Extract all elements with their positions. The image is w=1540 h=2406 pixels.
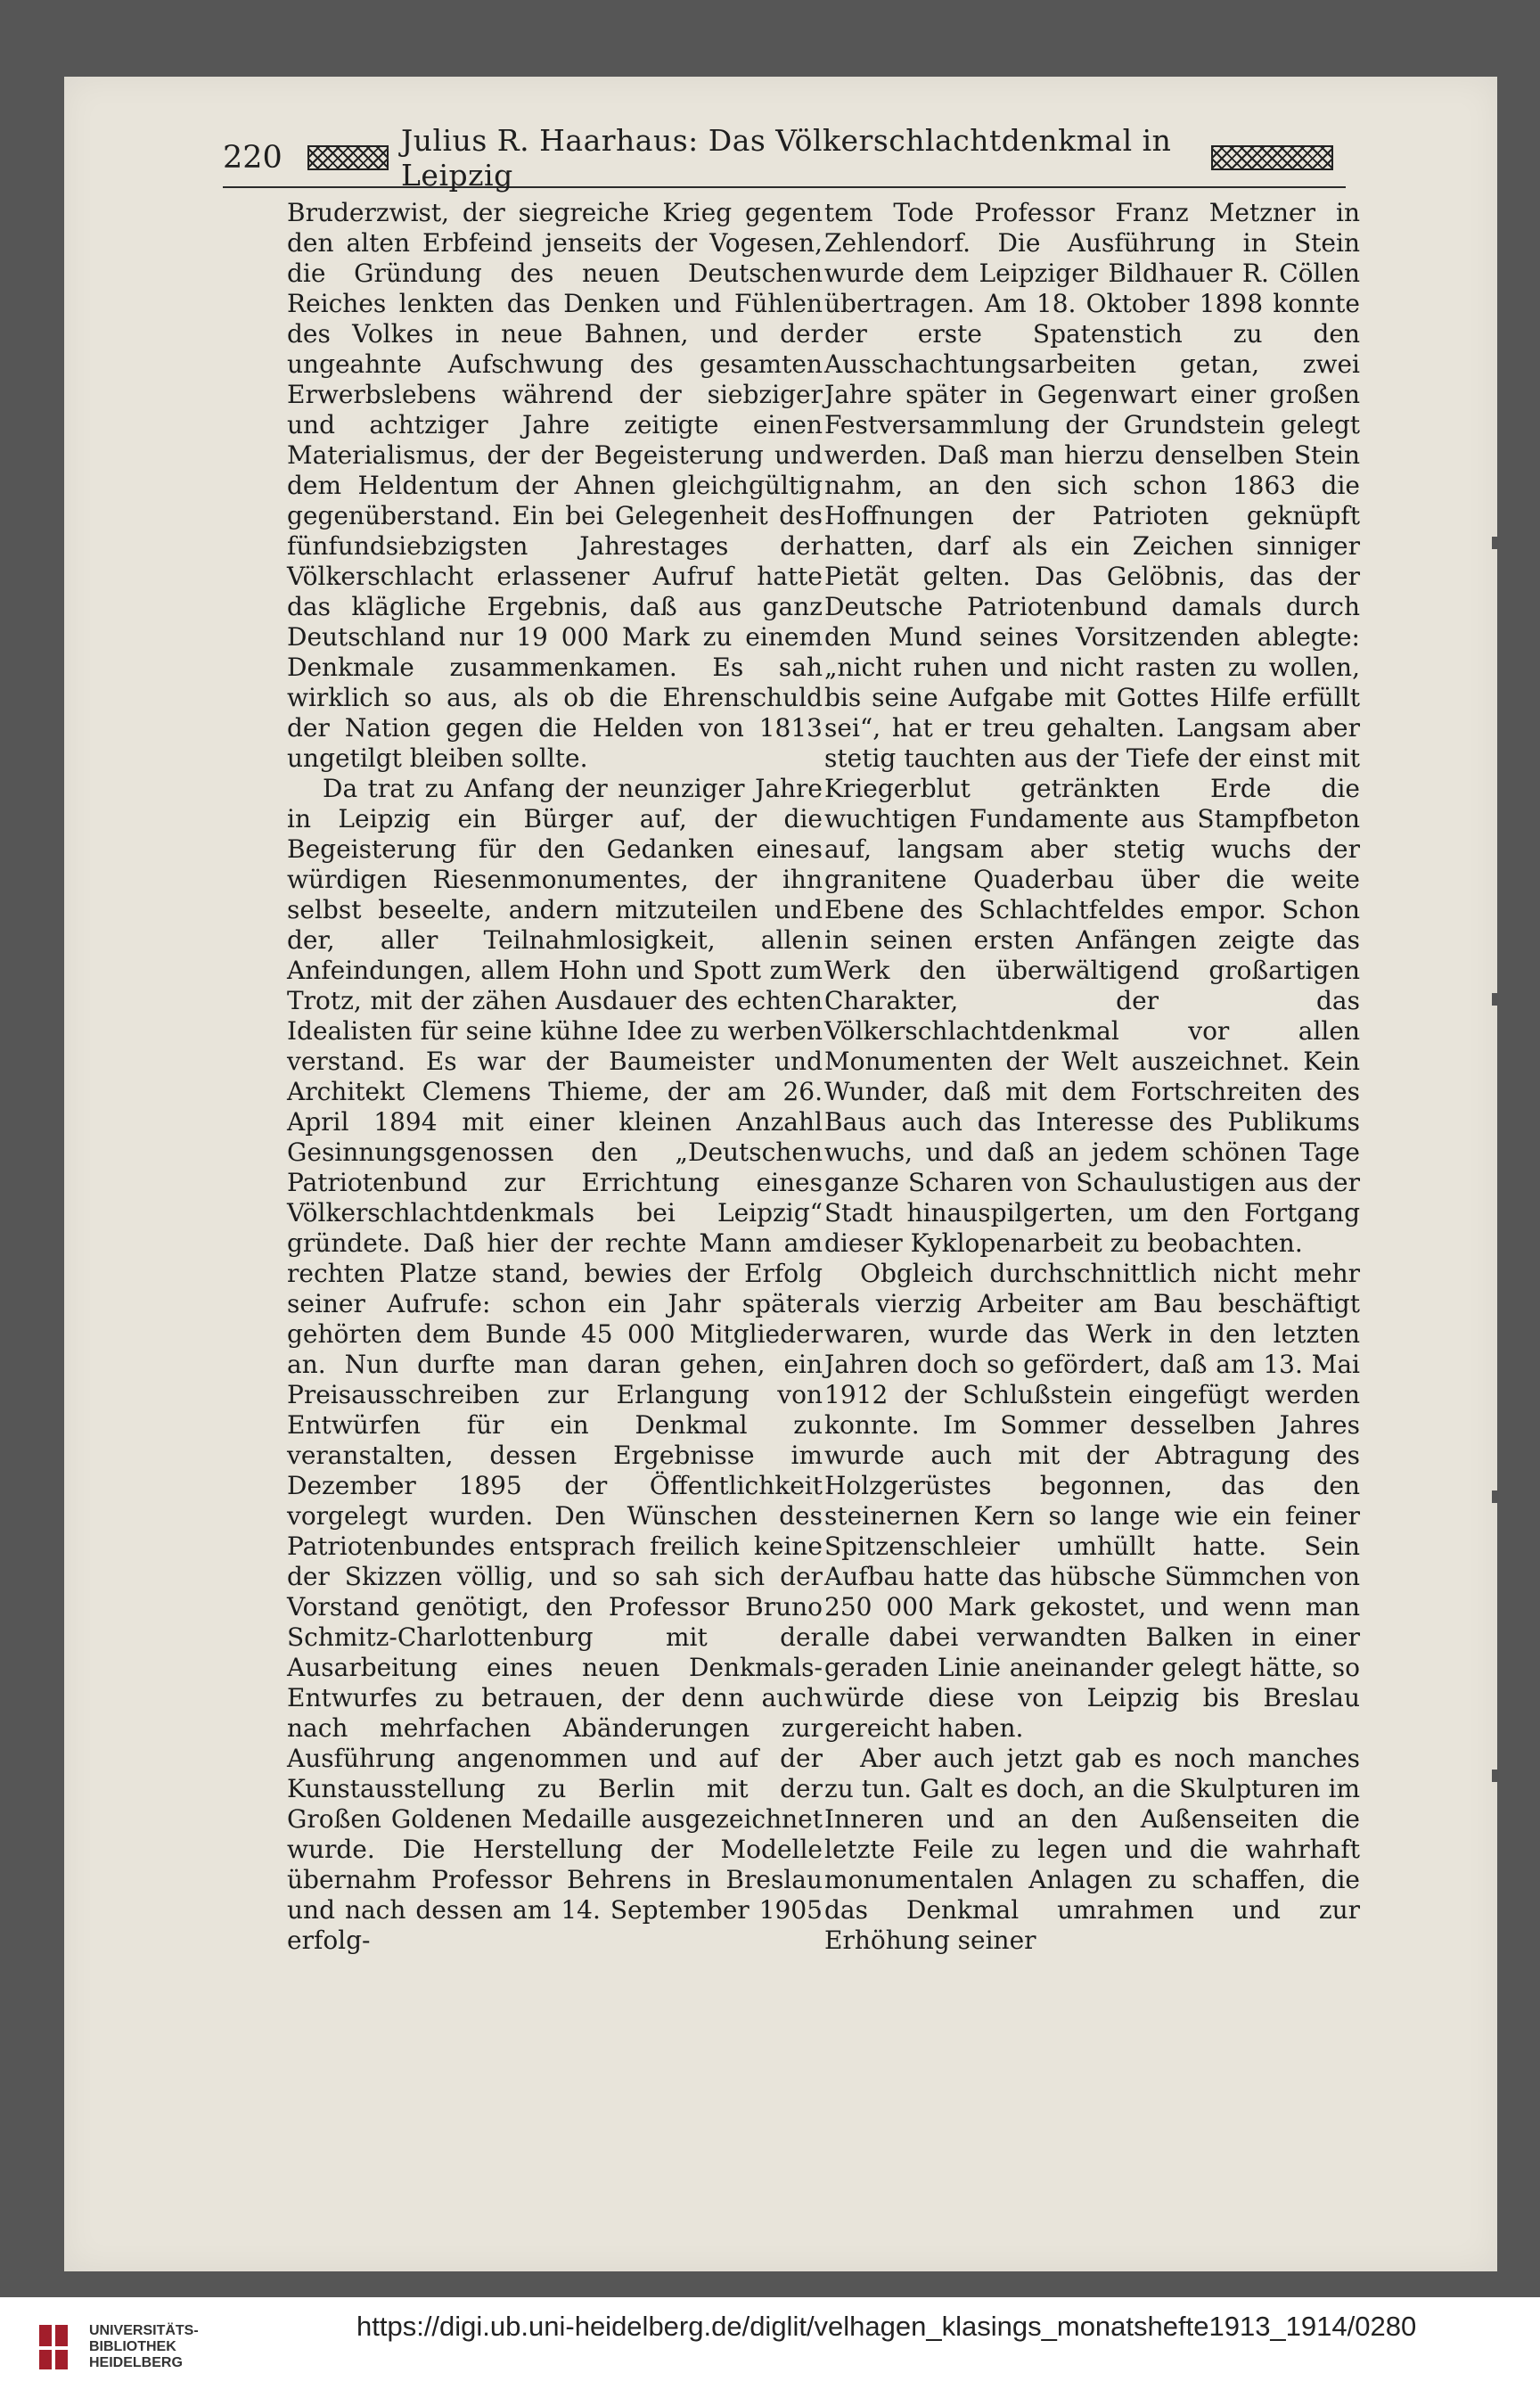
margin-mark <box>1492 537 1499 549</box>
margin-mark <box>1492 993 1499 1006</box>
margin-mark <box>1492 1770 1499 1782</box>
paragraph: tem Tode Professor Franz Metzner in Zehlendorf. Die Ausführung in Stein wurde dem Leipziger Bildhauer R. Cöllen übertragen. Am 18. Oktober 1898 konnte der erste Spatenstich zu den Ausschachtungsarbeiten getan, zwei Jahre später in Gegenwart einer großen Festversammlung der Grundstein gelegt werden. Daß man hierzu denselben Stein nahm, an den sich schon 1863 die Hoffnungen der Patrioten geknüpft hatten, darf als ein Zeichen sinniger Pietät gelten. Das Gelöbnis, das der Deutsche Patriotenbund damals durch den Mund seines Vorsitzenden ablegte: „nicht ruhen und nicht rasten zu wollen, bis seine Aufgabe mit Gottes Hilfe erfüllt sei“, hat er treu gehalten. Langsam aber stetig tauchten aus der Tiefe der einst mit Kriegerblut getränkten Erde die wuchtigen Fundamente aus Stampfbeton auf, langsam aber stetig wuchs der granitene Quaderbau über die weite Ebene des Schlachtfeldes empor. Schon in seinen ersten Anfängen zeigte das Werk den überwältigend großartigen Charakter, der das Völkerschlachtdenkmal vor allen Monumenten der Welt auszeichnet. Kein Wunder, daß mit dem Fortschreiten des Baus auch das Interesse des Publikums wuchs, und daß an jedem schönen Tage ganze Scharen von Schaulustigen aus der Stadt hinauspilgerten, um den Fortgang dieser Kyklopenarbeit zu beobachten. <box>824 198 1360 1258</box>
paragraph: Bruderzwist, der siegreiche Krieg gegen den alten Erbfeind jenseits der Vogesen, die Gründung des neuen Deutschen Reiches lenkten das Denken und Fühlen des Volkes in neue Bahnen, und der ungeahnte Aufschwung des gesamten Erwerbslebens während der siebziger und achtziger Jahre zeitigte einen Materialismus, der der Begeisterung und dem Heldentum der Ahnen gleichgültig gegenüberstand. Ein bei Gelegenheit des fünfundsiebzigsten Jahrestages der Völkerschlacht erlassener Aufruf hatte das klägliche Ergebnis, daß aus ganz Deutschland nur 19 000 Mark zu einem Denkmale zusammenkamen. Es sah wirklich so aus, als ob die Ehrenschuld der Nation gegen die Helden von 1813 ungetilgt bleiben sollte. <box>287 198 823 773</box>
paragraph: Aber auch jetzt gab es noch manches zu tun. Galt es doch, an die Skulpturen im Inneren und an den Außenseiten die letzte Feile zu legen und die wahrhaft monumentalen Anlagen zu schaffen, die das Denkmal umrahmen und zur Erhöhung seiner <box>824 1744 1360 1955</box>
library-logo-icon <box>34 2320 73 2375</box>
paragraph: Da trat zu Anfang der neunziger Jahre in Leipzig ein Bürger auf, der die Begeisterung für den Gedanken eines würdigen Riesenmonumentes, der ihn selbst beseelte, andern mitzuteilen und der, aller Teilnahmlosigkeit, allen Anfeindungen, allem Hohn und Spott zum Trotz, mit der zähen Ausdauer des echten Idealisten für seine kühne Idee zu werben verstand. Es war der Baumeister und Architekt Clemens Thieme, der am 26. April 1894 mit einer kleinen Anzahl Gesinnungsgenossen den „Deutschen Patriotenbund zur Errichtung eines Völkerschlachtdenkmals bei Leipzig“ gründete. Daß hier der rechte Mann am rechten Platze stand, bewies der Erfolg seiner Aufrufe: schon ein Jahr später gehörten dem Bunde 45 000 Mitglieder an. Nun durfte man daran gehen, ein Preisausschreiben zur Erlangung von Entwürfen für ein Denkmal zu veranstalten, dessen Ergebnisse im Dezember 1895 der Öffentlichkeit vorgelegt wurden. Den Wünschen des Patriotenbundes entsprach freilich keine der Skizzen völlig, und so sah sich der Vorstand genötigt, den Professor Bruno Schmitz-Charlottenburg mit der Ausarbeitung eines neuen Denkmals-Entwurfes zu betrauen, der denn auch nach mehrfachen Abänderungen zur Ausführung angenommen und auf der Kunstausstellung zu Berlin mit der Großen Goldenen Medaille ausgezeichnet wurde. Die Herstellung der Modelle übernahm Professor Behrens in Breslau und nach dessen am 14. September 1905 erfolg- <box>287 774 823 1955</box>
running-title: Julius R. Haarhaus: Das Völkerschlachtdenkmal in Leipzig <box>401 123 1172 193</box>
library-name-line: BIBLIOTHEK <box>89 2339 176 2354</box>
page-number: 220 <box>223 140 283 176</box>
running-header <box>223 123 1346 193</box>
header-ornament-left <box>307 145 389 170</box>
margin-mark <box>1492 1490 1499 1503</box>
library-name-line: HEIDELBERG <box>89 2355 183 2370</box>
left-column <box>287 198 823 1955</box>
right-column <box>824 198 1360 1955</box>
paragraph: Obgleich durchschnittlich nicht mehr als vierzig Arbeiter am Bau beschäftigt waren, wurde das Werk in den letzten Jahren doch so gefördert, daß am 13. Mai 1912 der Schlußstein eingefügt werden konnte. Im Sommer desselben Jahres wurde auch mit der Abtragung des Holzgerüstes begonnen, das den steinernen Kern so lange wie ein feiner Spitzenschleier umhüllt hatte. Sein Aufbau hatte das hübsche Sümmchen von 250 000 Mark gekostet, und wenn man alle dabei verwandten Balken in einer geraden Linie aneinander gelegt hätte, so würde diese von Leipzig bis Breslau gereicht haben. <box>824 1259 1360 1743</box>
header-ornament-right <box>1211 145 1333 170</box>
library-name-line: UNIVERSITÄTS- <box>89 2323 199 2338</box>
permalink-url[interactable]: https://digi.ub.uni-heidelberg.de/diglit/velhagen_klasings_monatshefte1913_1914/0280 <box>356 2311 1417 2342</box>
library-name <box>89 2323 199 2371</box>
